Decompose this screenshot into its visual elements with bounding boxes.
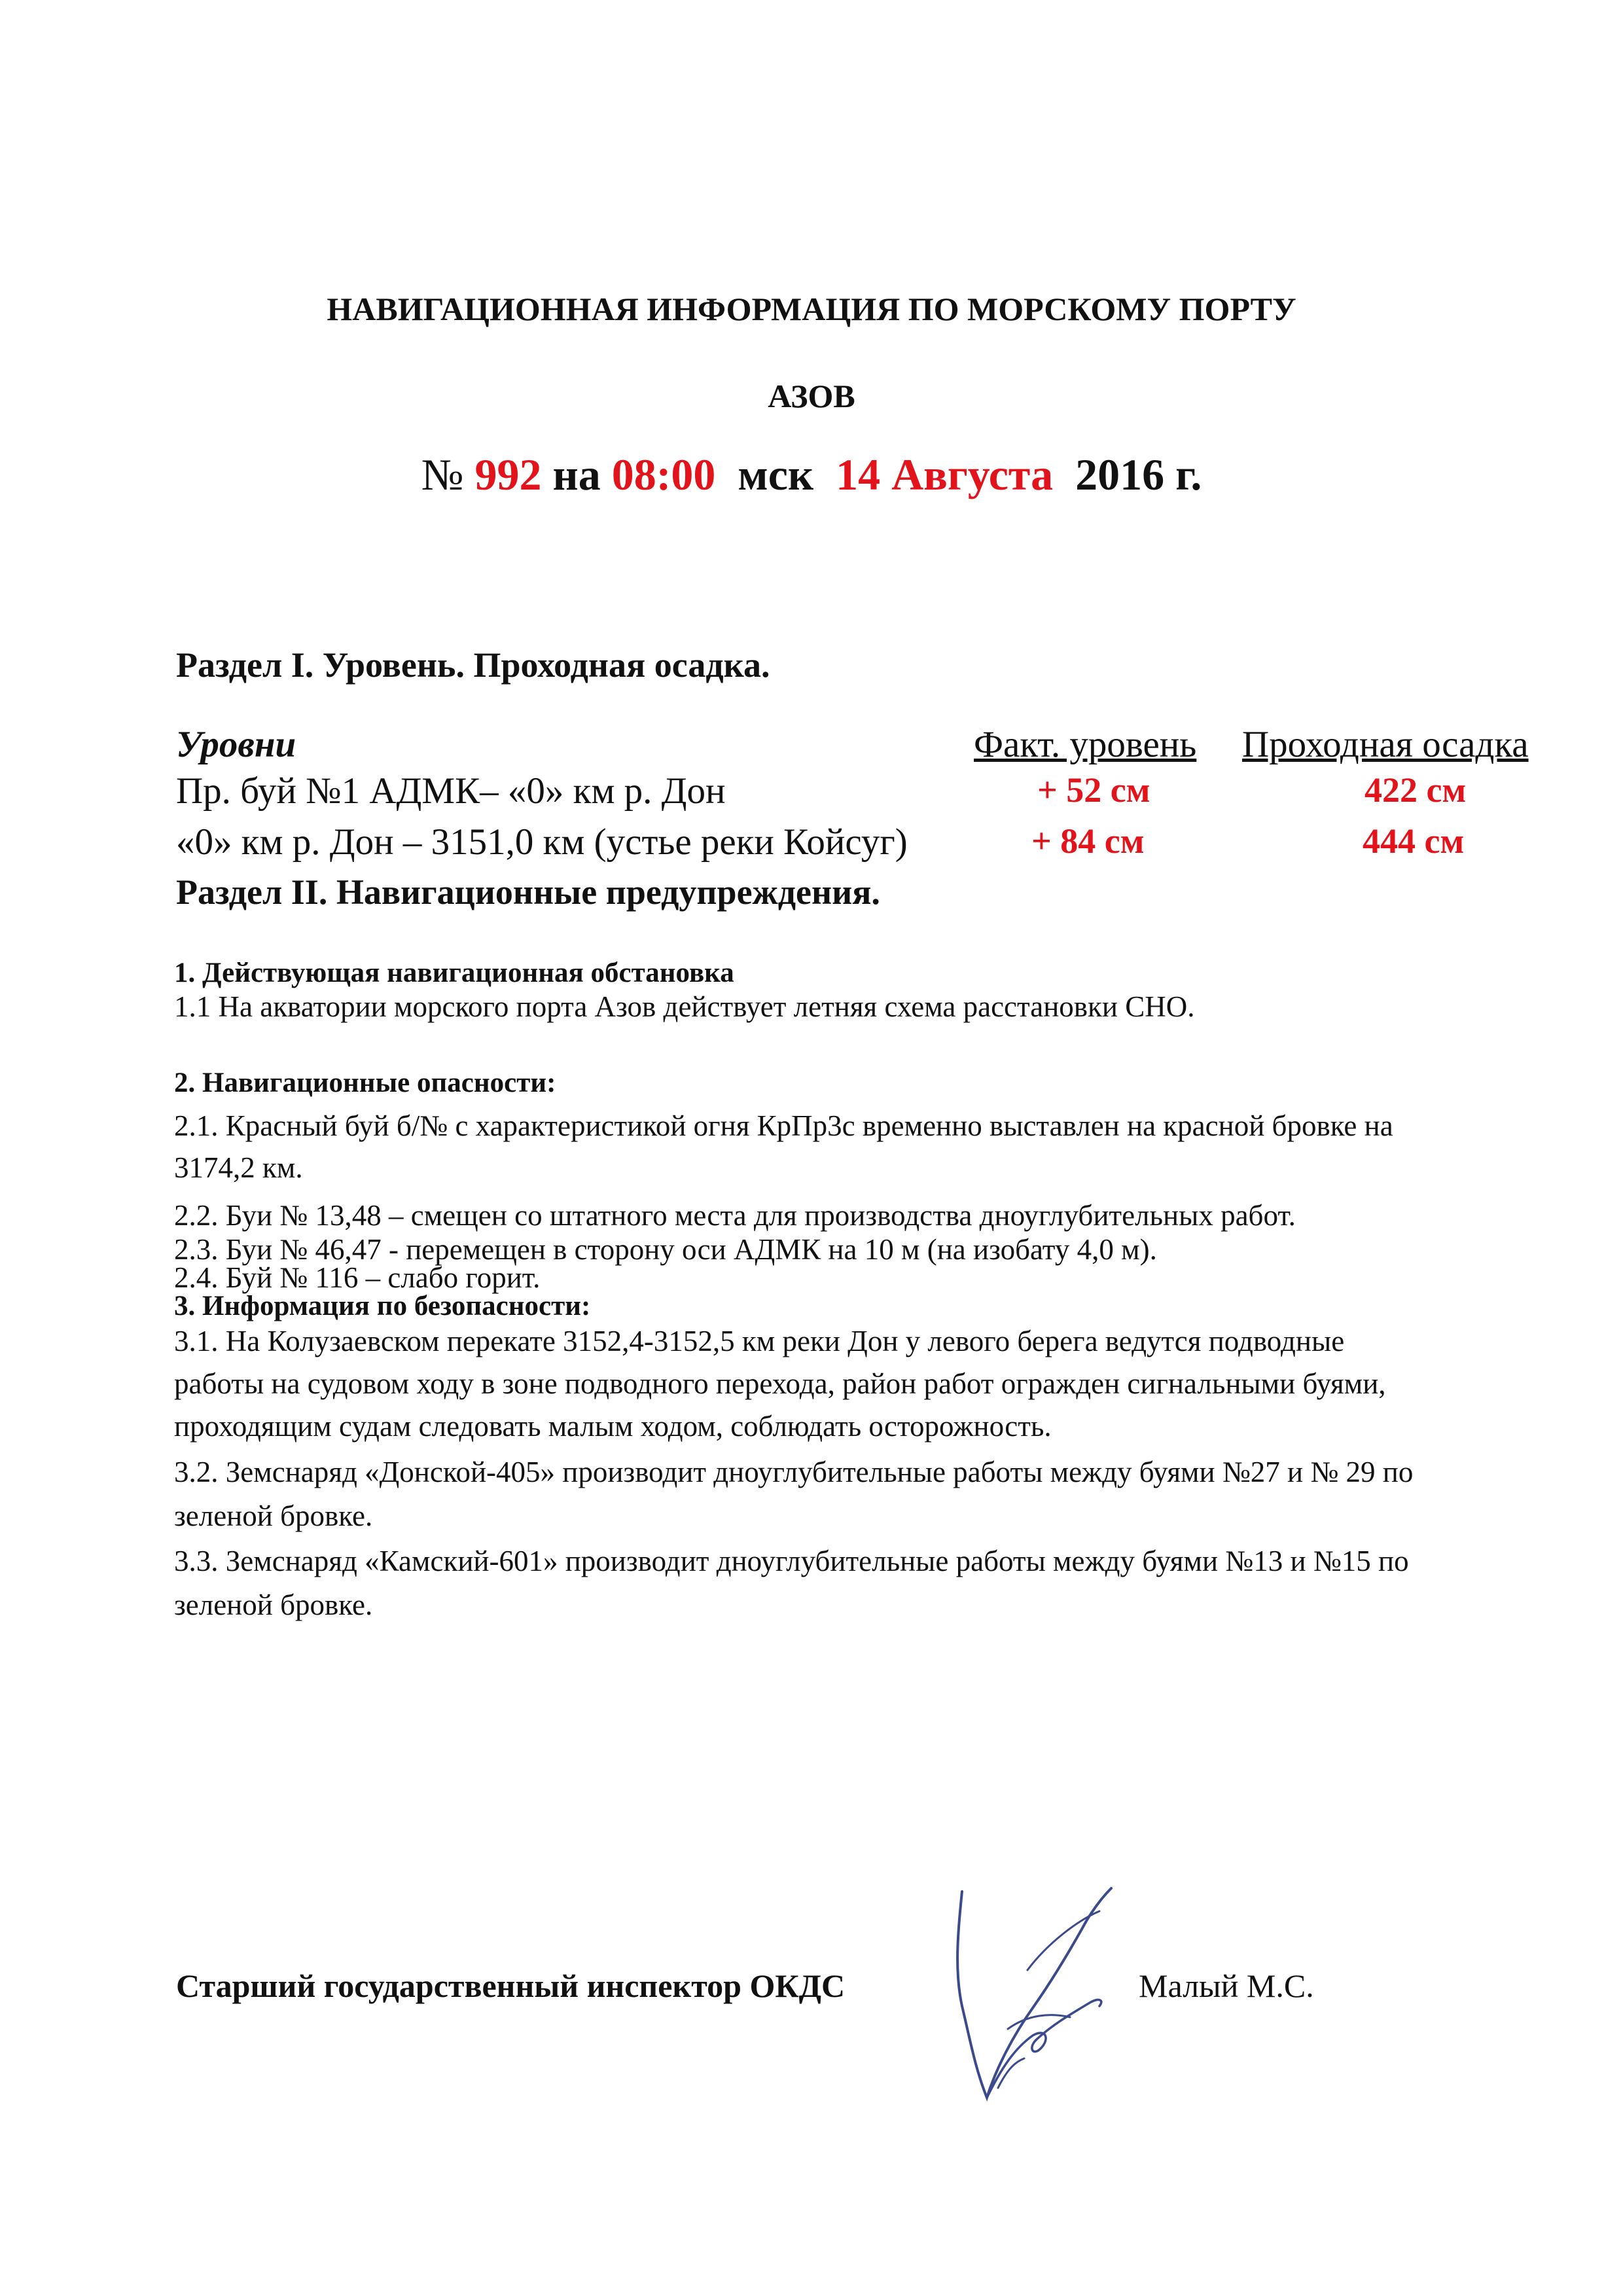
paragraph: проходящим судам следовать малым ходом, соблюдать осторожность. (174, 1410, 1052, 1443)
report-year: 2016 г. (1075, 450, 1202, 499)
level-row-name: «0» км р. Дон – 3151,0 км (устье реки Койсуг) (176, 821, 908, 863)
paragraph: зеленой бровке. (174, 1588, 373, 1621)
section1-heading: Раздел I. Уровень. Проходная осадка. (176, 645, 770, 685)
levels-header-draft: Проходная осадка (1242, 724, 1529, 765)
at-label: на (552, 450, 601, 499)
paragraph: работы на судовом ходу в зоне подводного перехода, район работ огражден сигнальными буями, (174, 1367, 1386, 1400)
paragraph: 3.1. На Колузаевском перекате 3152,4-3152,5 км реки Дон у левого берега ведутся подводные (174, 1325, 1345, 1357)
level-row-draft: 422 см (1364, 770, 1467, 810)
report-number-line (0, 449, 1623, 501)
paragraph: 1.1 На акватории морского порта Азов действует летняя схема расстановки СНО. (174, 990, 1195, 1023)
report-number: 992 (474, 450, 542, 499)
paragraph: 3.3. Земснаряд «Камский-601» производит дноуглубительные работы между буями №13 и №15 по (174, 1545, 1409, 1577)
subsection-heading: 1. Действующая навигационная обстановка (174, 958, 734, 988)
level-row-name: Пр. буй №1 АДМК– «0» км р. Дон (176, 770, 726, 812)
level-row-draft: 444 см (1363, 821, 1465, 861)
paragraph: зеленой бровке. (174, 1499, 373, 1532)
signatory-title: Старший государственный инспектор ОКДС (176, 1967, 846, 2004)
paragraph: 2.3. Буи № 46,47 - перемещен в сторону оси АДМК на 10 м (на изобату 4,0 м). (174, 1233, 1157, 1266)
section2-heading: Раздел II. Навигационные предупреждения. (176, 872, 880, 912)
paragraph: 3174,2 км. (174, 1151, 303, 1184)
level-row-fact: + 52 см (1037, 770, 1150, 810)
timezone: мск (738, 450, 814, 499)
subsection-heading: 2. Навигационные опасности: (174, 1067, 556, 1098)
subsection-heading: 3. Информация по безопасности: (174, 1291, 591, 1321)
handwritten-signature (936, 1872, 1132, 2121)
report-time: 08:00 (611, 450, 716, 499)
level-row-fact: + 84 см (1031, 821, 1145, 861)
levels-header-label: Уровни (176, 724, 296, 765)
paragraph: 3.2. Земснаряд «Донской-405» производит дноуглубительные работы между буями №27 и № 29 по (174, 1456, 1414, 1488)
paragraph: 2.2. Буи № 13,48 – смещен со штатного места для производства дноуглубительных работ. (174, 1199, 1296, 1232)
number-sign: № (421, 450, 464, 499)
port-name: АЗОВ (768, 378, 855, 414)
levels-header-fact: Факт. уровень (974, 724, 1197, 765)
document-title: НАВИГАЦИОННАЯ ИНФОРМАЦИЯ ПО МОРСКОМУ ПОРТУ (327, 291, 1296, 327)
report-date: 14 Августа (836, 450, 1054, 499)
paragraph: 2.4. Буй № 116 – слабо горит. (174, 1261, 541, 1294)
signatory-name: Малый М.С. (1139, 1967, 1314, 2004)
paragraph: 2.1. Красный буй б/№ с характеристикой огня КрПр3с временно выставлен на красной бровке на (174, 1109, 1393, 1142)
